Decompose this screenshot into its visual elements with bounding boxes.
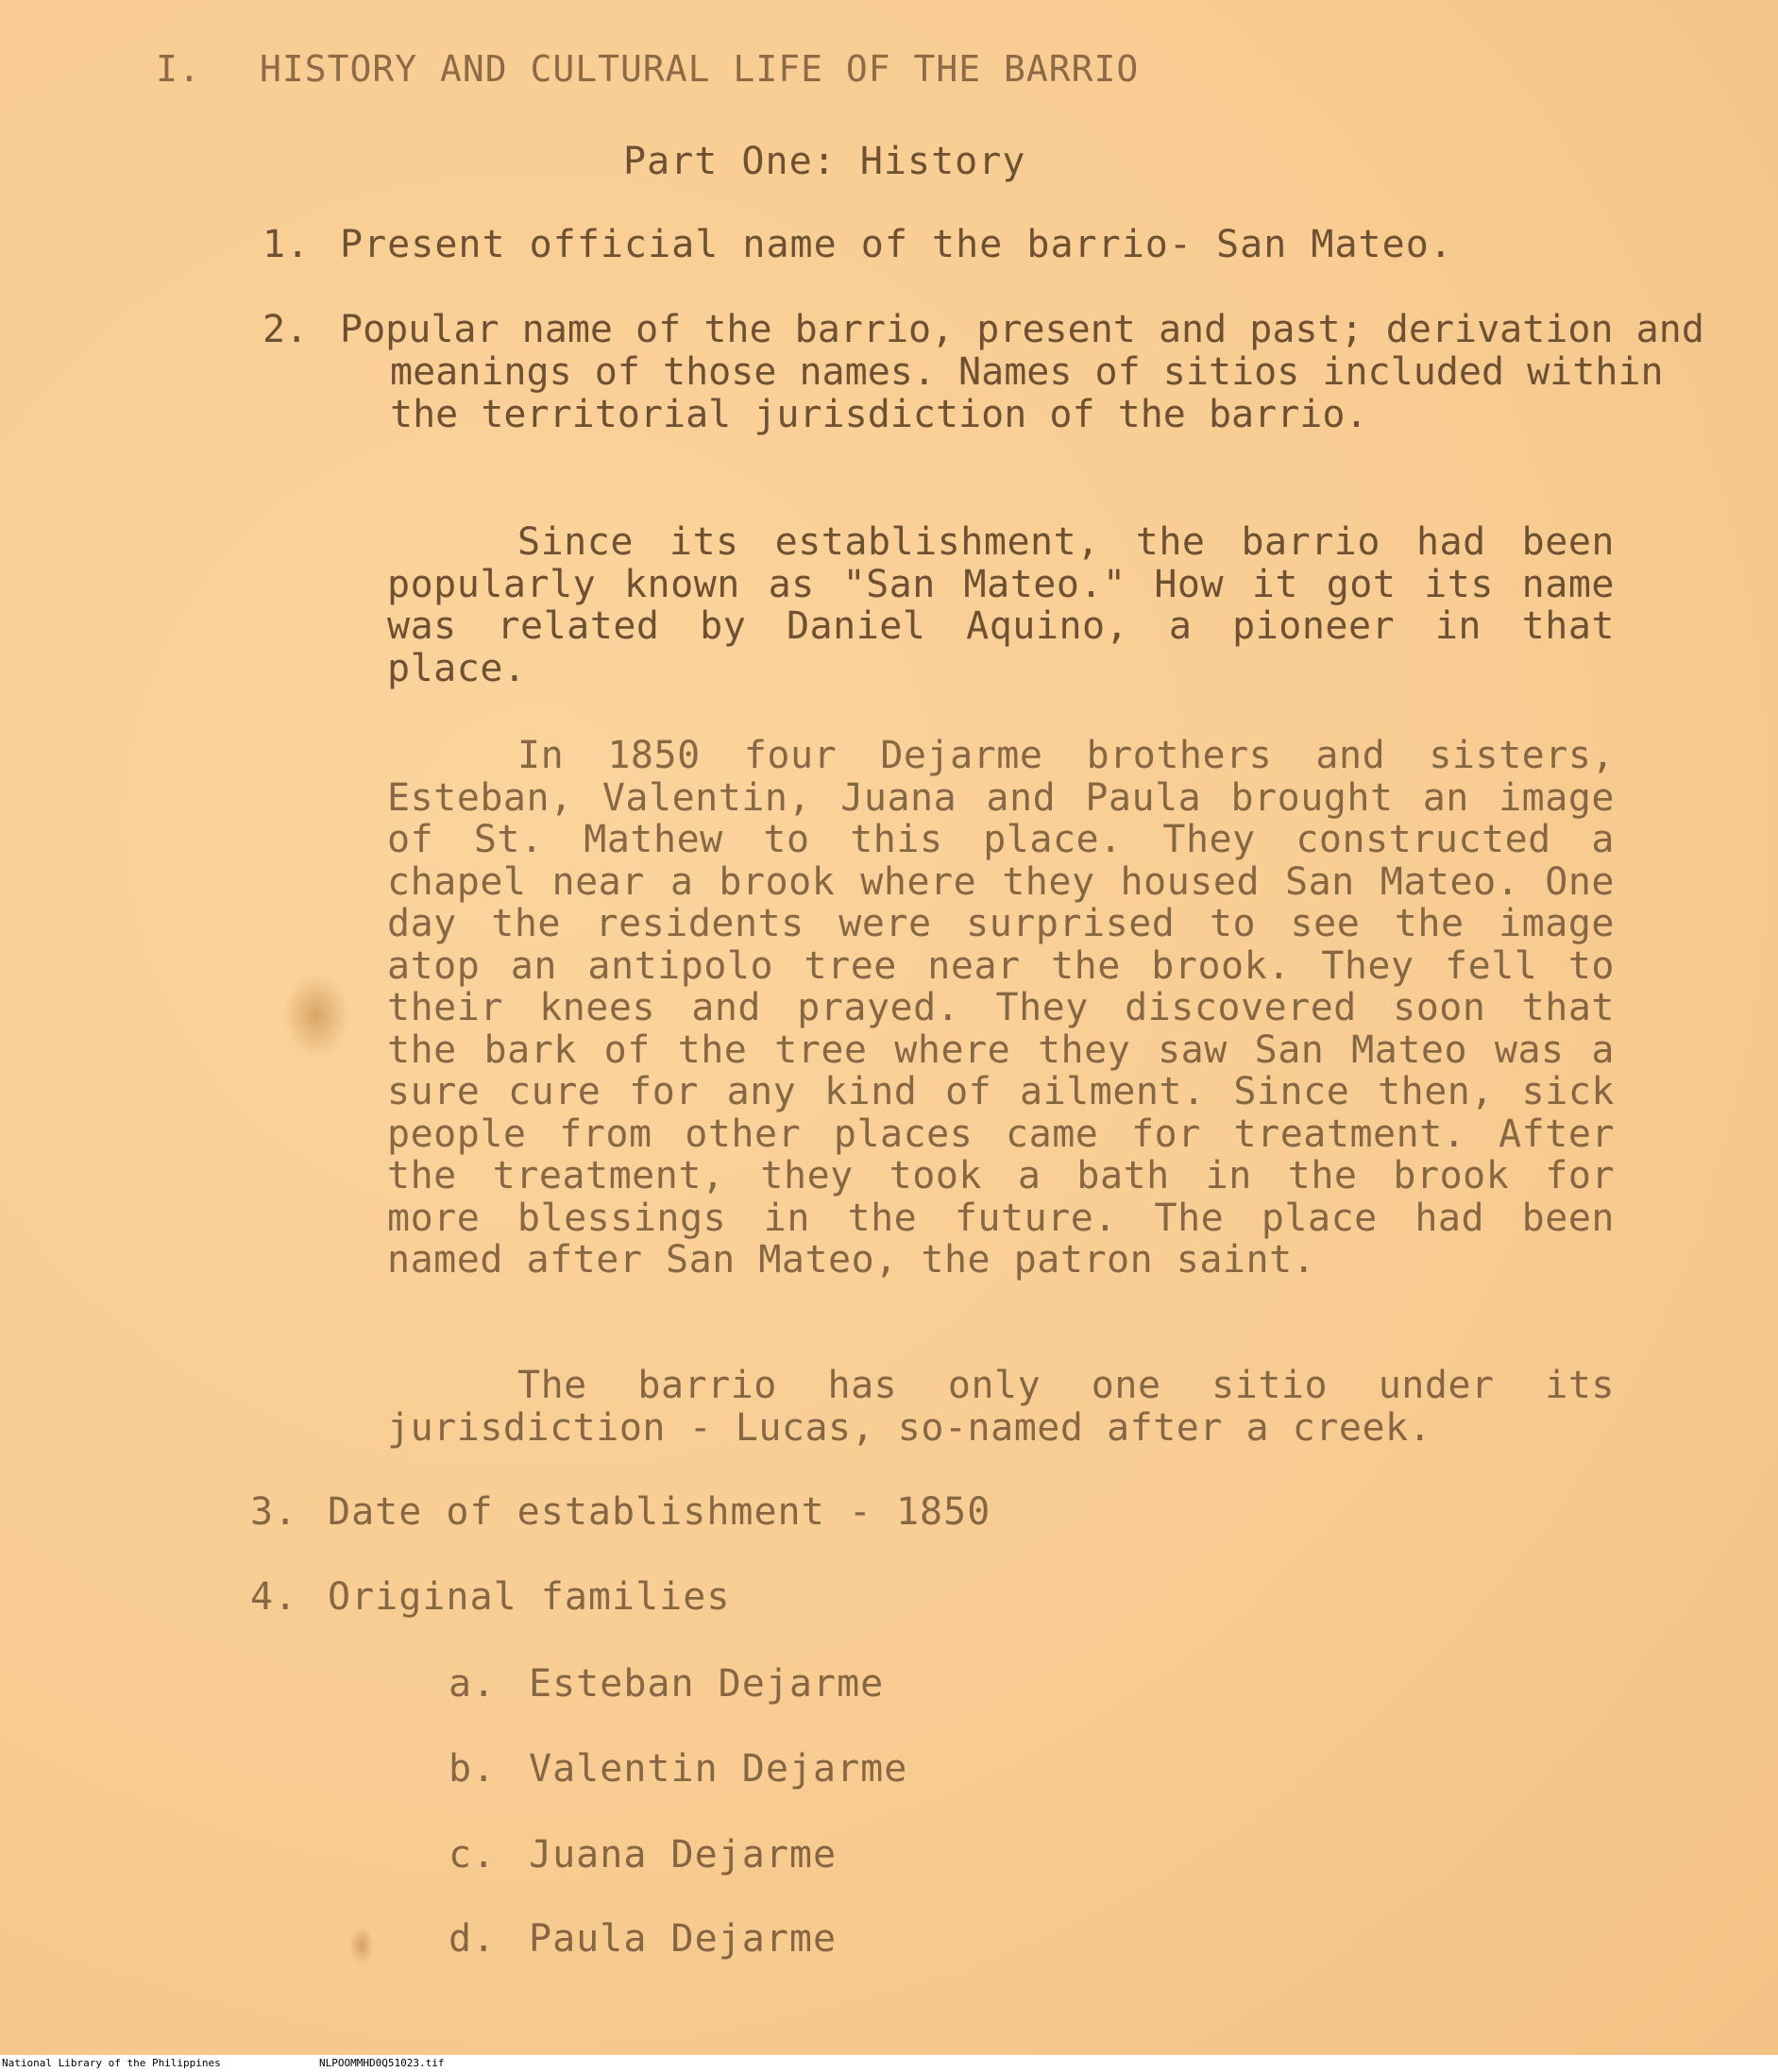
item-text: Popular name of the barrio, present and past; derivation and meanings of those names. Names of sitios included within the territorial jurisdiction of the barrio.: [340, 308, 1704, 436]
family-name: Juana Dejarme: [529, 1833, 838, 1877]
item-text: Date of establishment - 1850: [328, 1490, 991, 1534]
paragraph: In 1850 four Dejarme brothers and sisters, Esteban, Valentin, Juana and Paula brought an image of St. Mathew to this place. They constructed a chapel near a brook where they housed San Mateo. One day the residents were surprised to see the image atop an antipolo tree near the brook. They fell to their knees and prayed. They discovered soon that the bark of the tree where they saw San Mateo was a sure cure for any kind of ailment. Since then, sick people from other places came for treatment. After the treatment, they took a bath in the brook for more blessings in the future. The place had been named after San Mateo, the patron saint.: [387, 734, 1615, 1282]
family-name: Esteban Dejarme: [529, 1662, 885, 1706]
family-label: c.: [449, 1833, 497, 1877]
part-heading: Part One: History: [623, 140, 1026, 183]
family-name: Valentin Dejarme: [529, 1747, 908, 1791]
item-number: 2.: [262, 308, 309, 351]
item-2-question: [262, 309, 1731, 436]
paragraph: Since its establishment, the barrio had been popularly known as "San Mateo." How it got its name was related by Daniel Aquino, a pioneer in that place.: [387, 520, 1615, 690]
item-number: 1.: [262, 223, 311, 266]
family-name: Paula Dejarme: [529, 1917, 838, 1961]
item-number: 4.: [250, 1575, 298, 1619]
section-heading: [156, 47, 1139, 91]
family-label: a.: [449, 1662, 497, 1706]
item-4: [250, 1575, 730, 1619]
paragraph: The barrio has only one sitio under its jurisdiction - Lucas, so-named after a creek.: [387, 1364, 1615, 1450]
family-item: [449, 1917, 837, 1961]
paper-stain: [349, 1927, 374, 1964]
family-label: b.: [449, 1747, 497, 1791]
item-3: [250, 1490, 991, 1534]
scan-footer: [0, 2055, 1778, 2072]
footer-library: National Library of the Philippines: [2, 2057, 221, 2069]
section-number: I.: [156, 48, 201, 90]
paper-stain: [283, 973, 349, 1058]
footer-filename: NLPOOMMHD0Q51023.tif: [319, 2057, 445, 2069]
item-text: Present official name of the barrio- San Mateo.: [340, 223, 1453, 266]
section-title: HISTORY AND CULTURAL LIFE OF THE BARRIO: [260, 48, 1140, 90]
item-1: [262, 223, 1453, 266]
family-item: [449, 1833, 837, 1877]
family-item: [449, 1662, 884, 1706]
family-item: [449, 1747, 907, 1791]
item-text: Original families: [328, 1575, 731, 1619]
item-number: 3.: [250, 1490, 298, 1534]
family-label: d.: [449, 1917, 497, 1961]
